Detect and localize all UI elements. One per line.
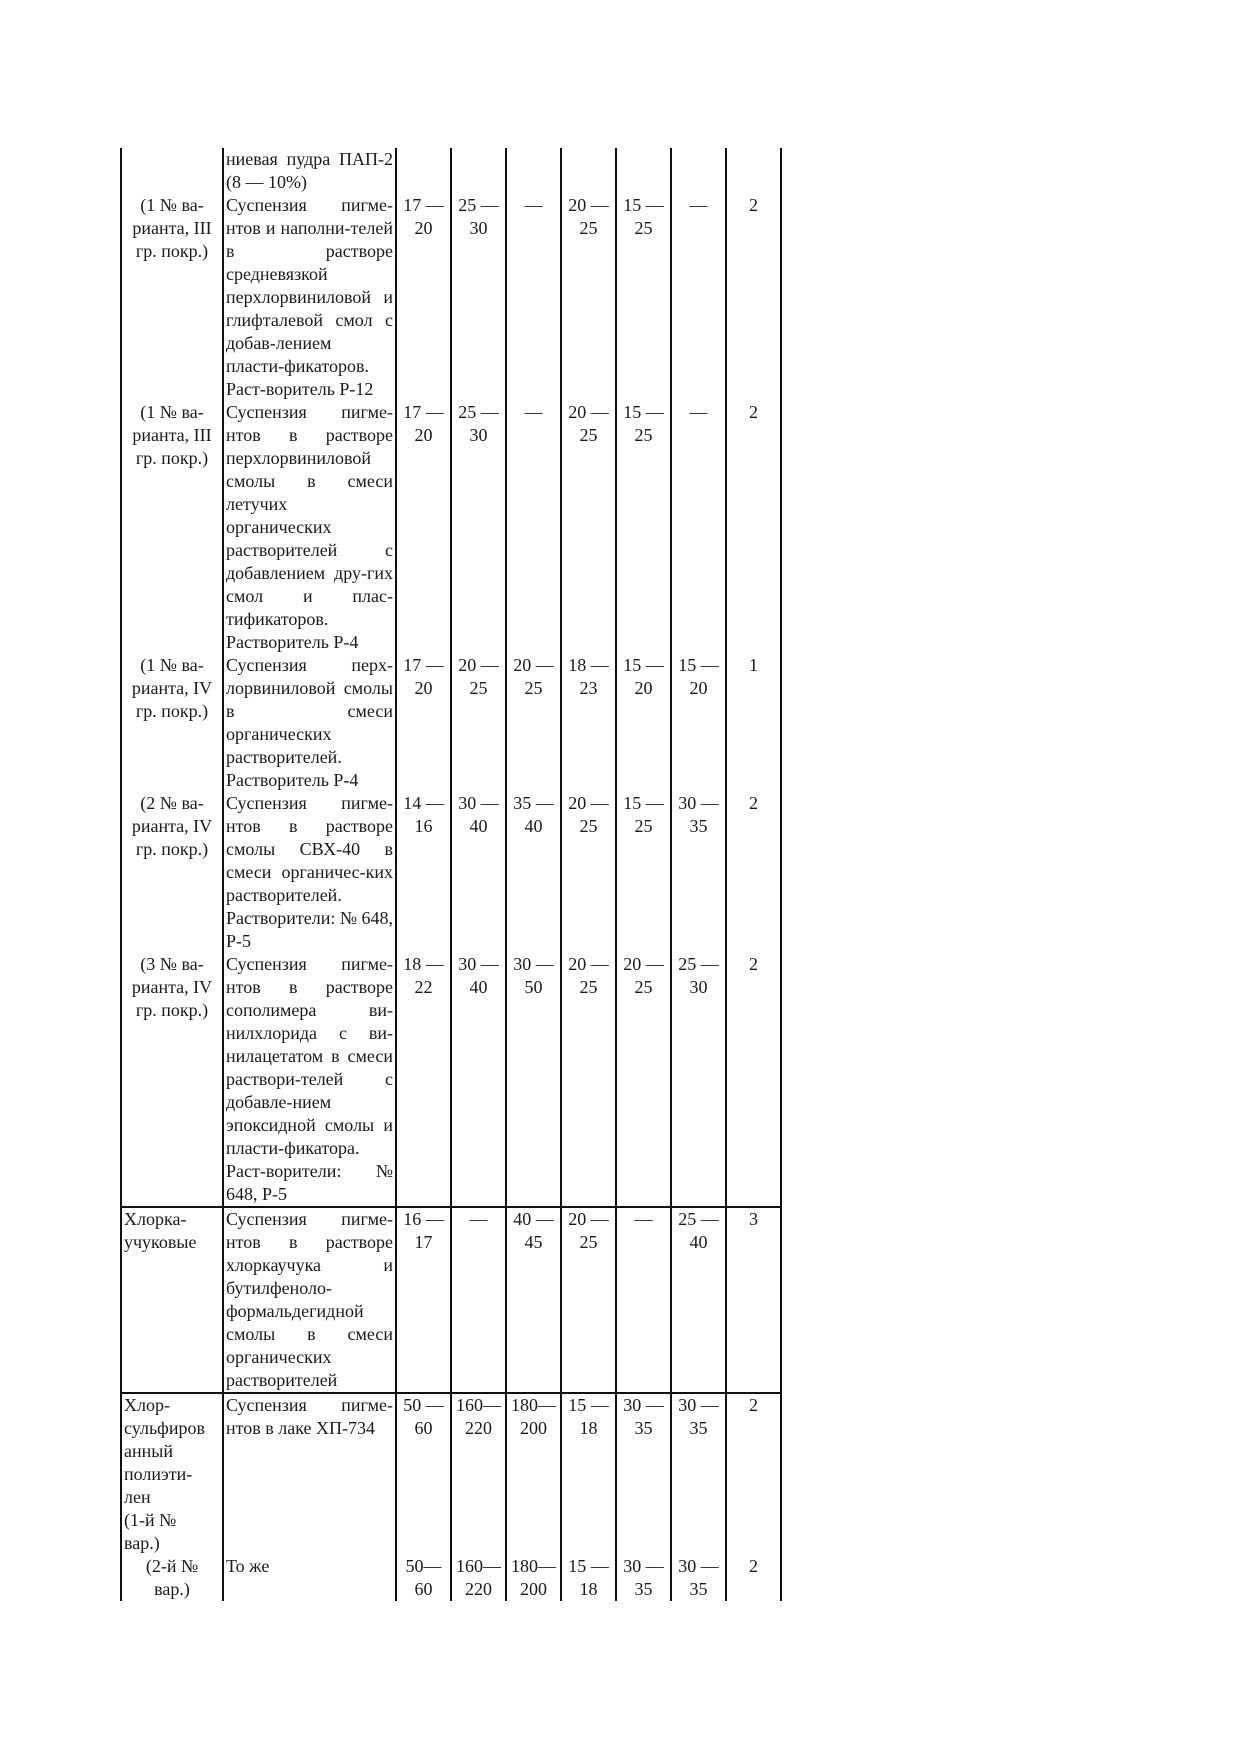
- row-value-cell: 20 — 25: [616, 953, 671, 1207]
- row-description: ниевая пудра ПАП-2 (8 — 10%): [223, 148, 396, 194]
- row-value-cell: 30 — 35: [671, 1555, 726, 1601]
- row-value-cell: [671, 148, 726, 194]
- row-description: Суспензия пигме-нтов в растворе смолы СВХ-40 в смеси органичес-ких растворителей. Растворители: № 648, Р-5: [223, 792, 396, 953]
- row-value-cell: 25 — 40: [671, 1207, 726, 1393]
- row-value-cell: 30 — 40: [451, 792, 506, 953]
- row-description: Суспензия пигме-нтов и наполни-телей в растворе средневязкой перхлорвиниловой и глифталевой смол с добав-лением пласти-фикаторов. Раст-воритель Р-12: [223, 194, 396, 401]
- row-category: (3 № ва- рианта, IV гр. покр.): [121, 953, 223, 1207]
- row-value-cell: 16 — 17: [396, 1207, 451, 1393]
- row-category: [121, 148, 223, 194]
- row-value-cell: —: [506, 401, 561, 654]
- row-layer-count: 2: [726, 194, 781, 401]
- row-description: Суспензия пигме-нтов в растворе перхлорвиниловой смолы в смеси летучих органических растворителей с добавлением дру-гих смол и плас-тификаторов. Растворитель Р-4: [223, 401, 396, 654]
- row-value-cell: 180— 200: [506, 1393, 561, 1555]
- row-layer-count: 3: [726, 1207, 781, 1393]
- row-category: (1 № ва- рианта, IV гр. покр.): [121, 654, 223, 792]
- table-row: [121, 194, 781, 401]
- row-value-cell: [396, 148, 451, 194]
- row-value-cell: 50— 60: [396, 1555, 451, 1601]
- row-layer-count: 2: [726, 792, 781, 953]
- row-value-cell: [506, 148, 561, 194]
- row-value-cell: 30 — 35: [616, 1393, 671, 1555]
- table-row: [121, 401, 781, 654]
- row-value-cell: 15 — 20: [616, 654, 671, 792]
- row-category: (1 № ва- рианта, III гр. покр.): [121, 401, 223, 654]
- row-layer-count: 2: [726, 1393, 781, 1555]
- row-value-cell: 20 — 25: [561, 1207, 616, 1393]
- row-value-cell: —: [451, 1207, 506, 1393]
- row-value-cell: 20 — 25: [561, 194, 616, 401]
- row-value-cell: 17 — 20: [396, 401, 451, 654]
- row-value-cell: 17 — 20: [396, 194, 451, 401]
- row-value-cell: 25 — 30: [671, 953, 726, 1207]
- table-row: [121, 654, 781, 792]
- row-value-cell: 30 — 35: [671, 1393, 726, 1555]
- row-value-cell: [451, 148, 506, 194]
- table-row: [121, 148, 781, 194]
- row-description: Суспензия пигме-нтов в растворе сополимера ви-нилхлорида с ви-нилацетатом в смеси раствори-телей с добавле-нием эпоксидной смолы и пласти-фикатора. Раст-ворители: № 648, Р-5: [223, 953, 396, 1207]
- table-row: [121, 792, 781, 953]
- coatings-table: [120, 148, 782, 1601]
- row-value-cell: 30 — 50: [506, 953, 561, 1207]
- row-value-cell: 30 — 35: [616, 1555, 671, 1601]
- row-layer-count: 2: [726, 401, 781, 654]
- row-value-cell: [616, 148, 671, 194]
- row-value-cell: 160— 220: [451, 1393, 506, 1555]
- table-row: [121, 1393, 781, 1555]
- row-value-cell: 15 — 18: [561, 1555, 616, 1601]
- row-category: Хлор- сульфиров анный полиэти- лен (1-й № вар.): [121, 1393, 223, 1555]
- row-value-cell: —: [506, 194, 561, 401]
- row-value-cell: 15 — 18: [561, 1393, 616, 1555]
- row-value-cell: 35 — 40: [506, 792, 561, 953]
- row-category: (1 № ва- рианта, III гр. покр.): [121, 194, 223, 401]
- table-row: [121, 1207, 781, 1393]
- row-value-cell: 160— 220: [451, 1555, 506, 1601]
- row-layer-count: 2: [726, 1555, 781, 1601]
- row-description: Суспензия перх-лорвиниловой смолы в смеси органических растворителей. Растворитель Р-4: [223, 654, 396, 792]
- row-value-cell: 40 — 45: [506, 1207, 561, 1393]
- row-category: (2-й № вар.): [121, 1555, 223, 1601]
- row-layer-count: [726, 148, 781, 194]
- table-row: [121, 1555, 781, 1601]
- row-description: Суспензия пигме-нтов в лаке ХП-734: [223, 1393, 396, 1555]
- row-value-cell: 17 — 20: [396, 654, 451, 792]
- row-layer-count: 2: [726, 953, 781, 1207]
- row-value-cell: —: [671, 194, 726, 401]
- row-value-cell: 14 — 16: [396, 792, 451, 953]
- row-value-cell: 20 — 25: [506, 654, 561, 792]
- row-category: Хлорка- учуковые: [121, 1207, 223, 1393]
- row-value-cell: —: [616, 1207, 671, 1393]
- row-layer-count: 1: [726, 654, 781, 792]
- row-value-cell: 15 — 20: [671, 654, 726, 792]
- row-value-cell: 15 — 25: [616, 792, 671, 953]
- row-value-cell: 50 — 60: [396, 1393, 451, 1555]
- row-value-cell: —: [671, 401, 726, 654]
- row-value-cell: 15 — 25: [616, 401, 671, 654]
- row-value-cell: 25 — 30: [451, 194, 506, 401]
- row-value-cell: 30 — 40: [451, 953, 506, 1207]
- row-value-cell: 18 — 23: [561, 654, 616, 792]
- table-body: [121, 148, 781, 1601]
- row-value-cell: 20 — 25: [561, 401, 616, 654]
- row-description: Суспензия пигме-нтов в растворе хлоркаучука и бутилфеноло-формальдегидной смолы в смеси органических растворителей: [223, 1207, 396, 1393]
- row-value-cell: 18 — 22: [396, 953, 451, 1207]
- row-category: (2 № ва- рианта, IV гр. покр.): [121, 792, 223, 953]
- row-value-cell: 180— 200: [506, 1555, 561, 1601]
- row-value-cell: 15 — 25: [616, 194, 671, 401]
- row-value-cell: [561, 148, 616, 194]
- row-value-cell: 25 — 30: [451, 401, 506, 654]
- row-value-cell: 20 — 25: [451, 654, 506, 792]
- row-description: То же: [223, 1555, 396, 1601]
- row-value-cell: 30 — 35: [671, 792, 726, 953]
- table-row: [121, 953, 781, 1207]
- row-value-cell: 20 — 25: [561, 953, 616, 1207]
- row-value-cell: 20 — 25: [561, 792, 616, 953]
